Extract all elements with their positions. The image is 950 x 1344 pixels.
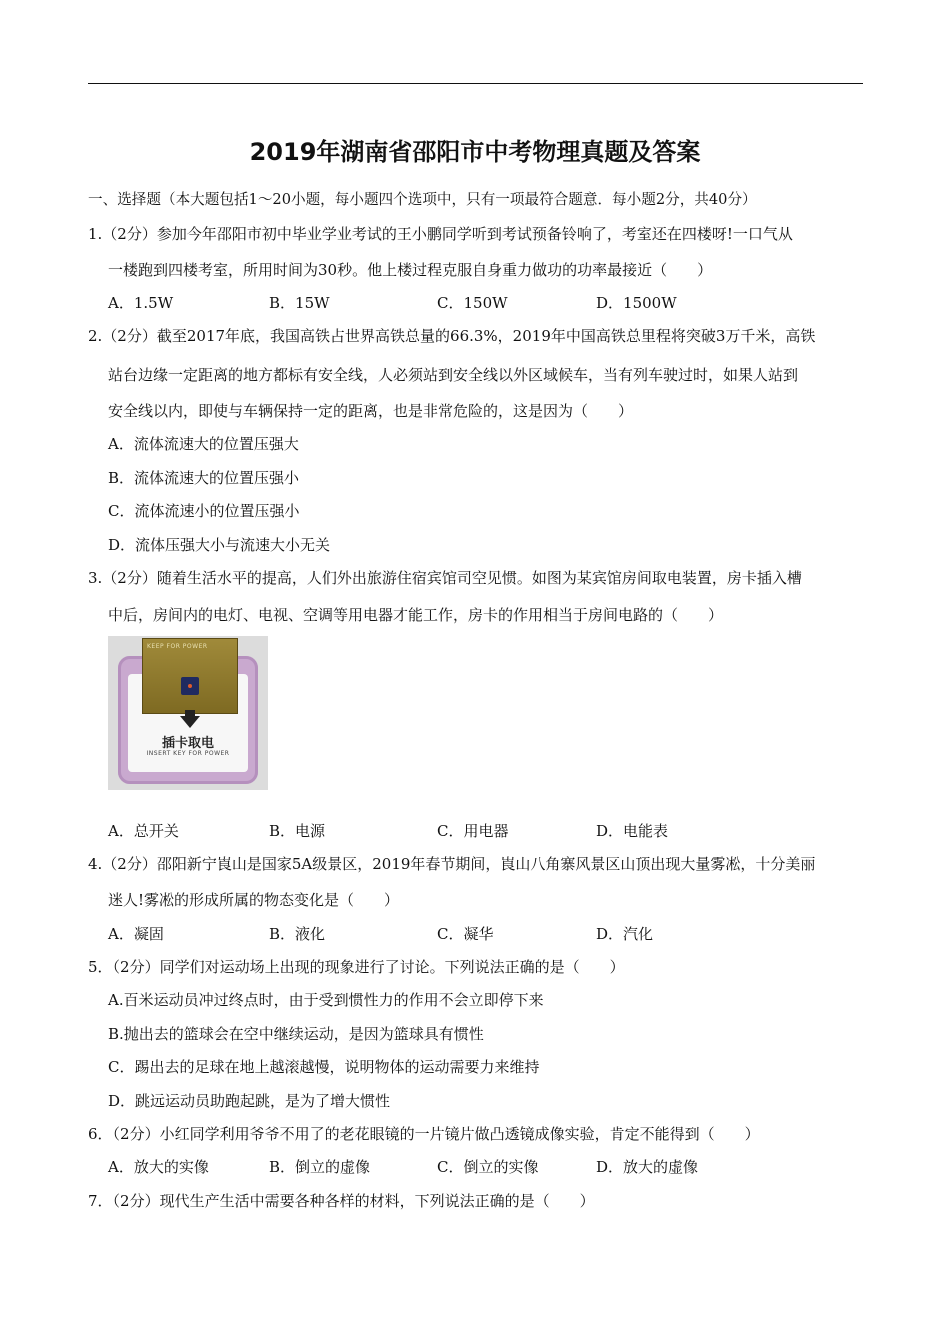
q1-option-a: A．1.5W (108, 294, 174, 312)
q1-option-c: C．150W (437, 294, 508, 312)
q2-line1: 2.（2分）截至2017年底，我国高铁占世界高铁总量的66.3%，2019年中国高铁总里程将突破3万千米，高铁 (88, 327, 816, 345)
q2-option-d: D．流体压强大小与流速大小无关 (108, 536, 331, 554)
card-text: KEEP FOR POWER (147, 643, 208, 650)
q2-line2: 站台边缘一定距离的地方都标有安全线，人必须站到安全线以外区域候车，当有列车驶过时，如果人站到 (108, 366, 799, 384)
q7-line1: 7．（2分）现代生产生活中需要各种各样的材料，下列说法正确的是（ ） (88, 1192, 595, 1210)
q3-option-a: A．总开关 (108, 822, 179, 840)
header-rule (88, 83, 863, 84)
room-key-card (142, 638, 238, 714)
card-chip-icon (181, 677, 199, 695)
q1-option-b: B．15W (269, 294, 330, 312)
q4-option-a: A．凝固 (108, 925, 164, 943)
q6-option-c: C．倒立的实像 (437, 1158, 539, 1176)
q4-option-b: B．液化 (269, 925, 326, 943)
q1-line2: 一楼跑到四楼考室，所用时间为30秒。他上楼过程克服自身重力做功的功率最接近（ ） (108, 261, 713, 279)
q1-line1: 1.（2分）参加今年邵阳市初中毕业学业考试的王小鹏同学听到考试预备铃响了，考室还在四楼呀!一口气从 (88, 225, 793, 243)
q3-option-c: C．用电器 (437, 822, 509, 840)
q4-option-c: C．凝华 (437, 925, 494, 943)
q4-option-d: D．汽化 (596, 925, 654, 943)
q2-option-b: B．流体流速大的位置压强小 (108, 469, 300, 487)
q1-option-d: D．1500W (596, 294, 677, 312)
q3-option-d: D．电能表 (596, 822, 669, 840)
q4-line2: 迷人!雾凇的形成所属的物态变化是（ ） (108, 891, 400, 909)
q5-option-b: B.抛出去的篮球会在空中继续运动，是因为篮球具有惯性 (108, 1025, 484, 1043)
q2-line3: 安全线以内，即使与车辆保持一定的距离，也是非常危险的，这是因为（ ） (108, 402, 634, 420)
insert-card-label-en: INSERT KEY FOR POWER (146, 750, 230, 757)
q3-line2: 中后，房间内的电灯、电视、空调等用电器才能工作，房卡的作用相当于房间电路的（ ） (108, 606, 724, 624)
q6-line1: 6．（2分）小红同学利用爷爷不用了的老花眼镜的一片镜片做凸透镜成像实验，肯定不能得到（ ） (88, 1125, 760, 1143)
q2-option-a: A．流体流速大的位置压强大 (108, 435, 299, 453)
q5-option-a: A.百米运动员冲过终点时，由于受到惯性力的作用不会立即停下来 (108, 991, 544, 1009)
q2-option-c: C．流体流速小的位置压强小 (108, 502, 300, 520)
q5-option-c: C．踢出去的足球在地上越滚越慢，说明物体的运动需要力来维持 (108, 1058, 540, 1076)
q6-option-d: D．放大的虚像 (596, 1158, 699, 1176)
q6-option-a: A．放大的实像 (108, 1158, 209, 1176)
q6-option-b: B．倒立的虚像 (269, 1158, 371, 1176)
section-heading: 一、选择题（本大题包括1～20小题，每小题四个选项中，只有一项最符合题意．每小题2分，共40分） (88, 191, 757, 208)
insert-card-label: 插卡取电 (161, 736, 214, 751)
q5-option-d: D．跳远运动员助跑起跳，是为了增大惯性 (108, 1092, 391, 1110)
card-power-switch-figure (108, 636, 268, 790)
down-arrow-icon (180, 716, 200, 728)
q5-line1: 5．（2分）同学们对运动场上出现的现象进行了讨论。下列说法正确的是（ ） (88, 958, 625, 976)
page-title: 2019年湖南省邵阳市中考物理真题及答案 (249, 138, 701, 166)
q3-option-b: B．电源 (269, 822, 326, 840)
q3-line1: 3.（2分）随着生活水平的提高，人们外出旅游住宿宾馆司空见惯。如图为某宾馆房间取电装置，房卡插入槽 (88, 569, 802, 587)
q4-line1: 4.（2分）邵阳新宁崀山是国家5A级景区，2019年春节期间，崀山八角寨风景区山顶出现大量雾凇，十分美丽 (88, 855, 816, 873)
